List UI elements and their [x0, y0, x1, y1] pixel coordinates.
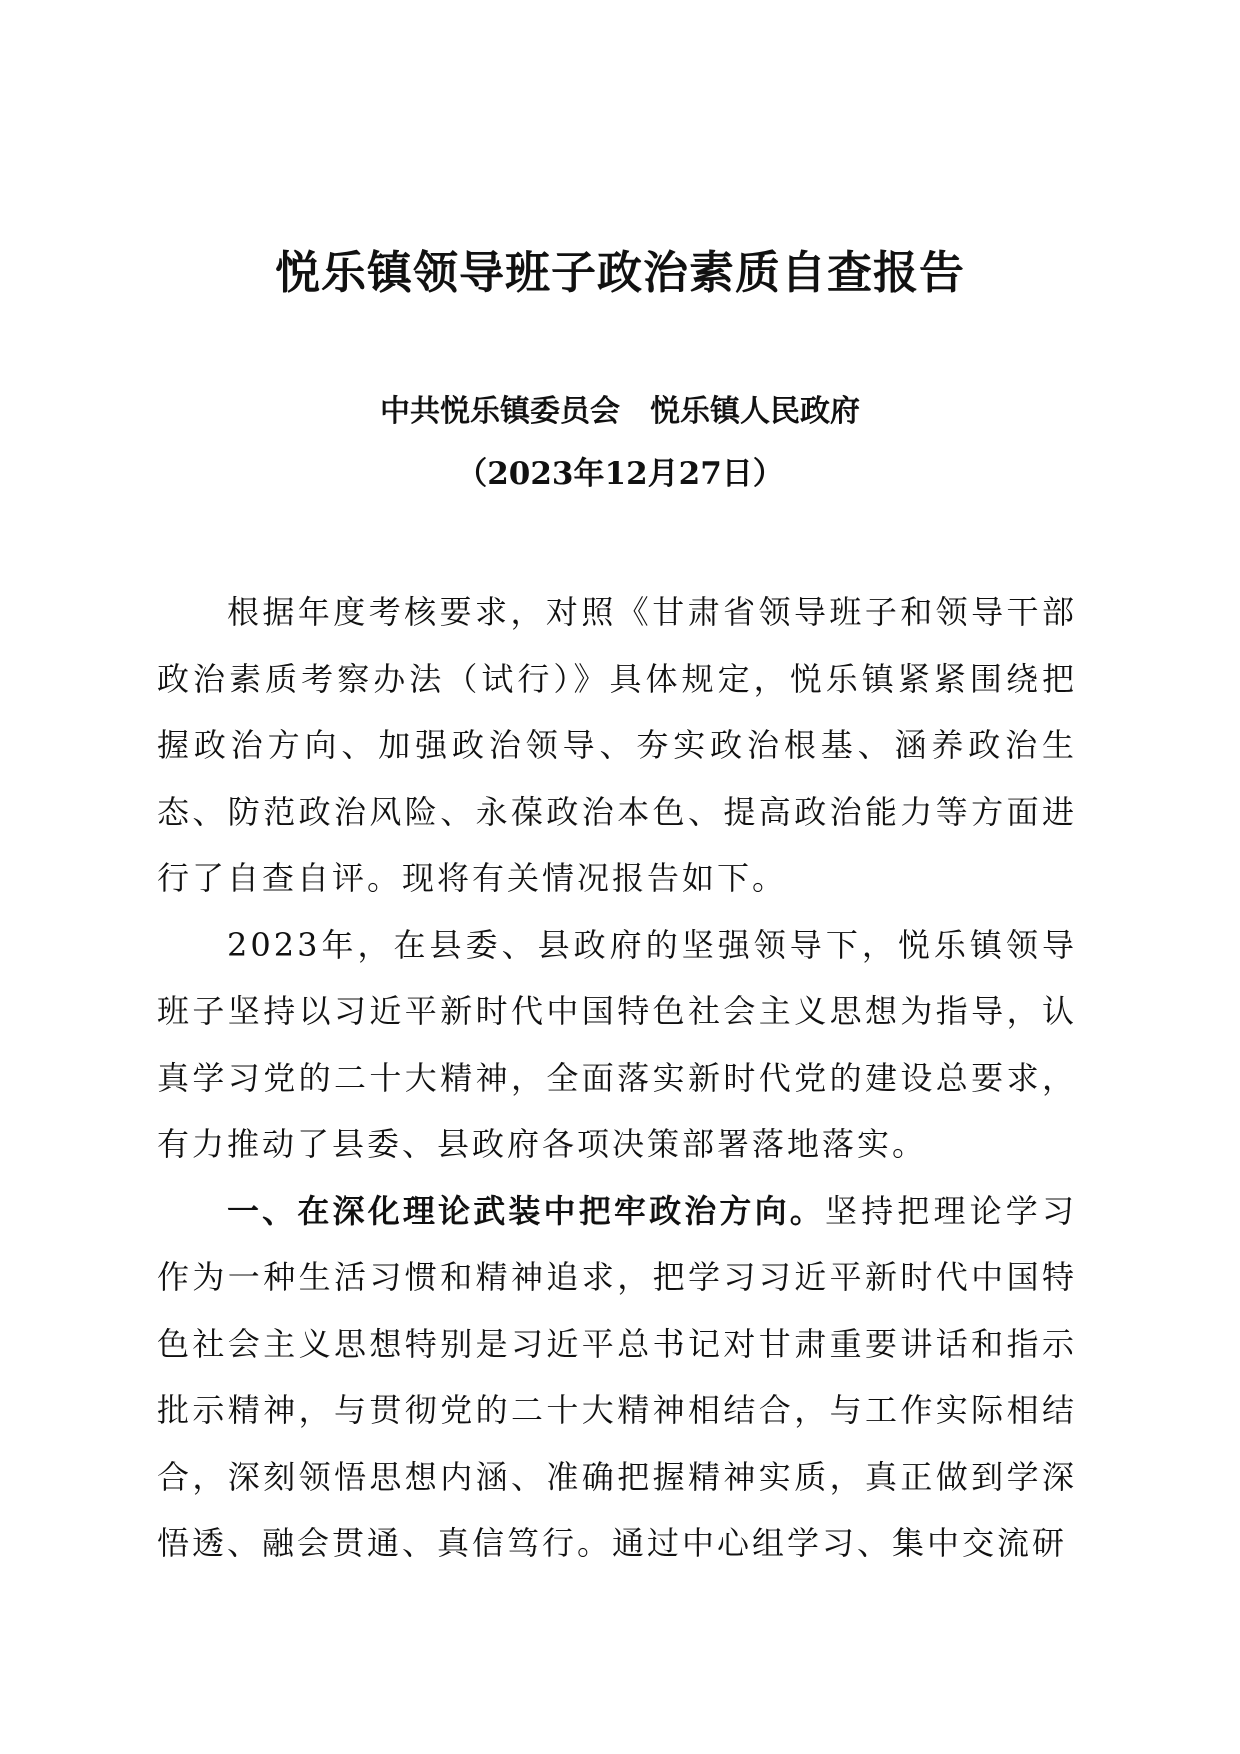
document-title: 悦乐镇领导班子政治素质自查报告 [274, 246, 965, 299]
paragraph-intro [157, 579, 1077, 912]
document-body [157, 579, 1077, 1577]
paragraph-overview [157, 912, 1077, 1178]
report-date: （2023年12月27日） [456, 456, 784, 492]
section-heading: 一、在深化理论武装中把牢政治方向。 [227, 1191, 825, 1230]
paragraph-text: 2023年，在县委、县政府的坚强领导下，悦乐镇领导班子坚持以习近平新时代中国特色社会主义思想为指导，认真学习党的二十大精神，全面落实新时代党的建设总要求，有力推动了县委、县政府各项决策部署落地落实。 [157, 925, 1077, 1163]
issuing-organization: 中共悦乐镇委员会 悦乐镇人民政府 [380, 394, 860, 429]
paragraph-text: 坚持把理论学习作为一种生活习惯和精神追求，把学习习近平新时代中国特色社会主义思想特别是习近平总书记对甘肃重要讲话和指示批示精神，与贯彻党的二十大精神相结合，与工作实际相结合，深刻领悟思想内涵、准确把握精神实质，真正做到学深悟透、融会贯通、真信笃行。通过中心组学习、集中交流研 [157, 1191, 1077, 1562]
paragraph-text: 根据年度考核要求，对照《甘肃省领导班子和领导干部政治素质考察办法（试行）》具体规定，悦乐镇紧紧围绕把握政治方向、加强政治领导、夯实政治根基、涵养政治生态、防范政治风险、永葆政治本色、提高政治能力等方面进行了自查自评。现将有关情况报告如下。 [157, 593, 1077, 897]
paragraph-section-1 [157, 1178, 1077, 1577]
